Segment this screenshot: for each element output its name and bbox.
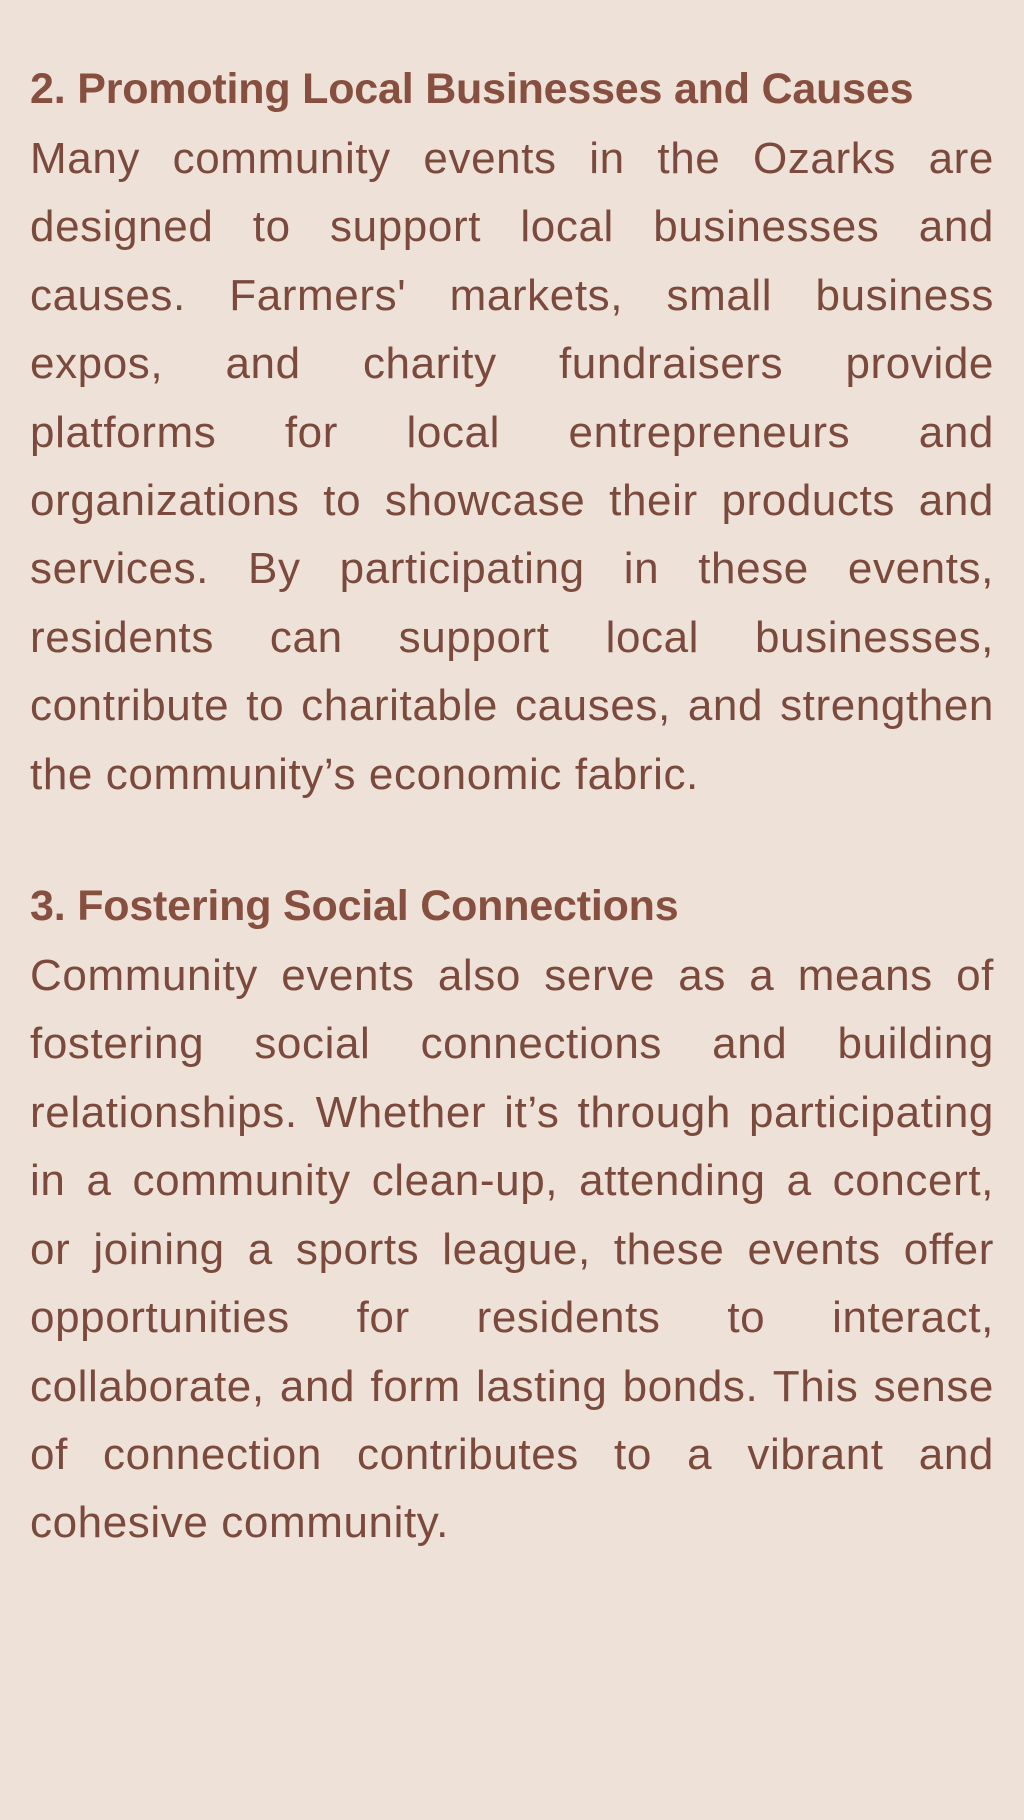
- section-fostering-social-connections: [30, 877, 994, 1558]
- section-paragraph: Many community events in the Ozarks are designed to support local businesses and causes. Farmers' markets, small business expos, and charity fundraisers provide platforms for local entrepreneurs and organizations to showcase their products and services. By participating in these events, residents can support local businesses, contribute to charitable causes, and strengthen the community’s economic fabric.: [30, 134, 994, 799]
- section-paragraph: Community events also serve as a means of fostering social connections and building relationships. Whether it’s through participating in a community clean-up, attending a concert, or joining a sports league, these events offer opportunities for residents to interact, collaborate, and form lasting bonds. This sense of connection contributes to a vibrant and cohesive community.: [30, 951, 994, 1548]
- section-heading: 3. Fostering Social Connections: [30, 882, 679, 931]
- section-heading: 2. Promoting Local Businesses and Causes: [30, 65, 914, 113]
- section-promoting-local-businesses: [30, 60, 994, 809]
